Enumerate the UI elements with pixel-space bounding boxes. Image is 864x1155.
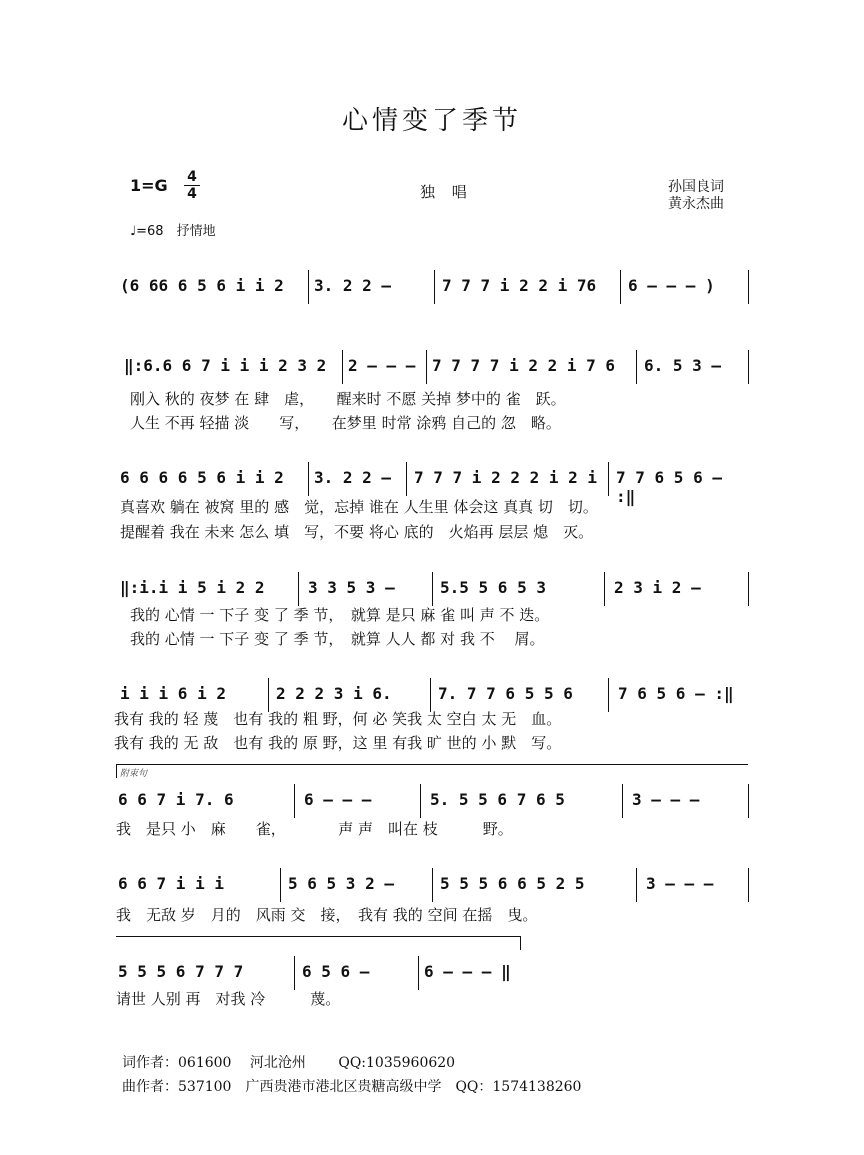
measure: ‖:i.i i 5 i 2 2 [120, 578, 265, 597]
footer-composer-info: 曲作者：537100 广西贵港市港北区贵糖高级中学 QQ：1574138260 [122, 1079, 582, 1095]
measure: 2 2 2 3 i 6. [276, 684, 392, 703]
lyric-line-2: 我有 我的 无 敌 也有 我的 原 野，这 里 有我 旷 世的 小 默 写。 [114, 734, 562, 752]
lyric-line-1: 我 是只 小 麻 雀， 声 声 叫在 枝 野。 [116, 820, 513, 838]
lyric-line-2: 我的 心情 一 下子 变 了 季 节， 就算 人人 都 对 我 不 屑。 [130, 630, 545, 648]
score-row [118, 956, 750, 990]
lyric-line-1: 真喜欢 躺在 被窝 里的 感 觉，忘掉 谁在 人生里 体会这 真真 切 切。 [120, 498, 598, 516]
score-row [118, 462, 750, 506]
measure: 6 6 7 i i i [118, 874, 224, 893]
score-row [118, 270, 750, 304]
key-signature: 1=G [130, 176, 168, 195]
measure: 6 5 6 – [302, 962, 370, 981]
ending-bracket-tick [520, 936, 521, 950]
lyric-line-1: 我的 心情 一 下子 变 了 季 节， 就算 是只 麻 雀 叫 声 不 迭。 [130, 606, 550, 624]
ending-label: 附束句 [120, 769, 148, 779]
measure: 6 – – – [304, 790, 372, 809]
measure: i i i 6 i 2 [120, 684, 226, 703]
measure: 6. 5 3 – [644, 356, 722, 375]
time-sig-bottom: 4 [187, 186, 197, 202]
measure: 5 5 5 6 6 5 2 5 [440, 874, 585, 893]
measure: 5.5 5 6 5 3 [440, 578, 546, 597]
measure: 7 7 7 i 2 2 i 76 [442, 276, 597, 295]
measure: ‖:6.6 6 7 i i i 2 3 2 [124, 356, 327, 375]
ending-bracket-line [116, 764, 748, 765]
measure: 5. 5 5 6 7 6 5 [430, 790, 565, 809]
ending-bracket-tick [116, 764, 117, 778]
measure: 6 6 7 i 7. 6 [118, 790, 234, 809]
measure: 7 7 6 5 6 – :‖ [616, 468, 722, 506]
measure: 7 6 5 6 – :‖ [618, 684, 734, 703]
measure: 3. 2 2 – [314, 468, 392, 487]
score-row [118, 868, 750, 902]
measure: 7. 7 7 6 5 5 6 [438, 684, 573, 703]
lyric-line-1: 我有 我的 轻 蔑 也有 我的 粗 野，何 必 笑我 太 空白 太 无 血。 [114, 710, 562, 728]
measure: 7 7 7 7 i 2 2 i 7 6 [432, 356, 616, 375]
measure: 6 6 6 6 5 6 i i 2 [120, 468, 284, 487]
performance-mode: 独 唱 [420, 183, 473, 201]
measure: 3. 2 2 – [314, 276, 392, 295]
lyric-line-1: 刚入 秋的 夜梦 在 肆 虐， 醒来时 不愿 关掉 梦中的 雀 跃。 [130, 390, 566, 408]
ending-bracket-line [116, 936, 520, 937]
tempo-marking: ♩=68 抒情地 [130, 224, 216, 239]
time-sig-top: 4 [187, 169, 197, 185]
measure: 6 – – – ) [628, 276, 715, 295]
score-row [118, 678, 750, 712]
lyricist-credit: 孙国良词 [668, 179, 724, 195]
measure: 3 – – – [646, 874, 714, 893]
score-row [118, 350, 750, 384]
score-row [118, 572, 750, 606]
measure: 2 3 i 2 – [614, 578, 701, 597]
measure: (6 66 6 5 6 i i 2 [120, 276, 284, 295]
measure: 2 – – – [348, 356, 416, 375]
lyric-line-2: 提醒着 我在 未来 怎么 填 写，不要 将心 底的 火焰再 层层 熄 灭。 [120, 523, 594, 541]
measure: 3 – – – [632, 790, 700, 809]
measure: 6 – – – ‖ [424, 962, 511, 981]
measure: 3 3 5 3 – [308, 578, 395, 597]
lyric-line-1: 请世 人别 再 对我 冷 蔑。 [116, 990, 341, 1008]
measure: 7 7 7 i 2 2 2 i 2 i [414, 468, 598, 487]
measure: 5 5 5 6 7 7 7 [118, 962, 244, 981]
lyric-line-2: 人生 不再 轻描 淡 写， 在梦里 时常 涂鸦 自己的 忽 略。 [130, 414, 561, 432]
score-row [118, 784, 750, 818]
measure: 5 6 5 3 2 – [288, 874, 394, 893]
footer-lyricist-info: 词作者：061600 河北沧州 QQ:1035960620 [122, 1055, 456, 1071]
time-signature [184, 170, 200, 201]
composer-credit: 黄永杰曲 [668, 196, 724, 212]
page-title: 心情变了季节 [341, 106, 522, 136]
lyric-line-1: 我 无敌 岁 月的 风雨 交 接， 我有 我的 空间 在摇 曳。 [116, 906, 538, 924]
